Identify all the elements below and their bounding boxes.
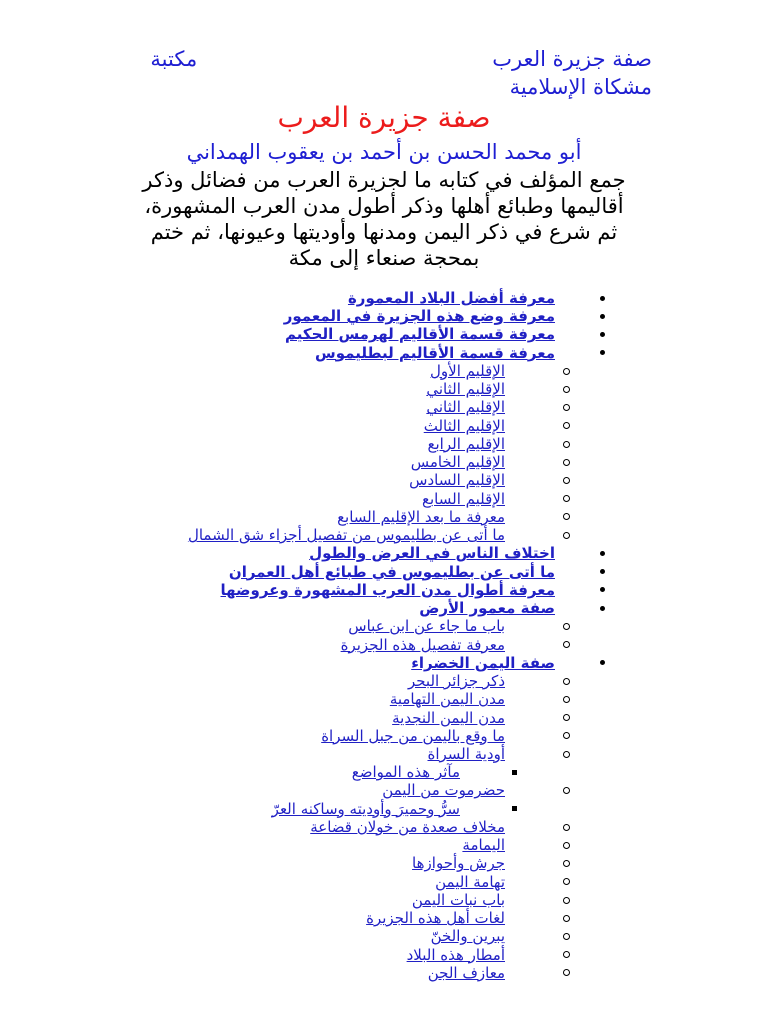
circle-bullet-icon bbox=[563, 878, 570, 885]
toc-item bbox=[0, 617, 768, 635]
circle-bullet-icon bbox=[563, 915, 570, 922]
toc-item bbox=[0, 289, 768, 307]
toc-link[interactable]: ما أتى عن بطليموس في طبائع أهل العمران bbox=[228, 562, 555, 581]
toc-link[interactable]: حضرموت من اليمن bbox=[382, 781, 505, 800]
toc-item bbox=[0, 946, 768, 964]
bullet-icon bbox=[600, 314, 605, 319]
toc-link[interactable]: مدن اليمن التهامية bbox=[389, 690, 505, 709]
description-line: جمع المؤلف في كتابه ما لجزيرة العرب من فضائل وذكر bbox=[142, 168, 626, 192]
library-name: مكتبة مشكاة الإسلامية bbox=[150, 47, 652, 99]
toc-link[interactable]: صفة اليمن الخضراء bbox=[411, 653, 555, 672]
circle-bullet-icon bbox=[563, 477, 570, 484]
circle-bullet-icon bbox=[563, 714, 570, 721]
toc-item bbox=[0, 563, 768, 581]
bullet-icon bbox=[600, 569, 605, 574]
toc-item bbox=[0, 873, 768, 891]
toc-link[interactable]: صفة معمور الأرض bbox=[419, 599, 555, 618]
toc-link[interactable]: الإقليم الخامس bbox=[410, 453, 505, 472]
document-header bbox=[104, 45, 652, 101]
toc-item bbox=[0, 891, 768, 909]
toc-item bbox=[0, 763, 768, 781]
table-of-contents bbox=[0, 289, 768, 1009]
toc-link[interactable]: سرُّ وحميرَ وأوديته وساكنه العرّ bbox=[271, 799, 460, 818]
bullet-icon bbox=[600, 332, 605, 337]
bullet-icon bbox=[600, 296, 605, 301]
toc-item bbox=[0, 927, 768, 945]
circle-bullet-icon bbox=[563, 441, 570, 448]
toc-item bbox=[0, 544, 768, 562]
toc-link[interactable]: جرش وأحوازها bbox=[412, 854, 505, 873]
circle-bullet-icon bbox=[563, 860, 570, 867]
toc-item bbox=[0, 380, 768, 398]
toc-item bbox=[0, 344, 768, 362]
toc-item bbox=[0, 964, 768, 982]
circle-bullet-icon bbox=[563, 422, 570, 429]
circle-bullet-icon bbox=[563, 513, 570, 520]
circle-bullet-icon bbox=[563, 641, 570, 648]
toc-link[interactable]: تهامة اليمن bbox=[435, 872, 505, 891]
toc-item bbox=[0, 307, 768, 325]
circle-bullet-icon bbox=[563, 787, 570, 794]
toc-item bbox=[0, 471, 768, 489]
circle-bullet-icon bbox=[563, 951, 570, 958]
toc-item bbox=[0, 672, 768, 690]
toc-link[interactable]: اليمامة bbox=[462, 836, 505, 855]
square-bullet-icon bbox=[512, 806, 517, 811]
toc-link[interactable]: ذكر جزائر البحر bbox=[407, 672, 505, 691]
circle-bullet-icon bbox=[563, 751, 570, 758]
circle-bullet-icon bbox=[563, 842, 570, 849]
circle-bullet-icon bbox=[563, 623, 570, 630]
toc-link[interactable]: الإقليم الرابع bbox=[427, 434, 505, 453]
toc-link[interactable]: الإقليم الثالث bbox=[423, 416, 505, 435]
toc-item bbox=[0, 490, 768, 508]
bullet-icon bbox=[600, 587, 605, 592]
toc-item bbox=[0, 417, 768, 435]
toc-item bbox=[0, 362, 768, 380]
circle-bullet-icon bbox=[563, 969, 570, 976]
toc-item bbox=[0, 690, 768, 708]
toc-link[interactable]: الإقليم الثاني bbox=[426, 380, 505, 399]
toc-link[interactable]: الإقليم الأول bbox=[430, 361, 505, 380]
circle-bullet-icon bbox=[563, 897, 570, 904]
circle-bullet-icon bbox=[563, 459, 570, 466]
square-bullet-icon bbox=[512, 770, 517, 775]
toc-link[interactable]: الإقليم الثاني bbox=[426, 398, 505, 417]
circle-bullet-icon bbox=[563, 696, 570, 703]
bullet-icon bbox=[600, 606, 605, 611]
bullet-icon bbox=[600, 551, 605, 556]
bullet-icon bbox=[600, 350, 605, 355]
toc-item bbox=[0, 781, 768, 799]
toc-link[interactable]: أودية السراة bbox=[427, 745, 505, 763]
toc-link[interactable]: ما وقع باليمن من جبل السراة bbox=[321, 726, 505, 745]
toc-link[interactable]: باب ما جاء عن ابن عباس bbox=[348, 617, 505, 636]
book-title: صفة جزيرة العرب bbox=[277, 101, 491, 134]
toc-link[interactable]: معرفة ما بعد الإقليم السابع bbox=[337, 507, 505, 526]
toc-item bbox=[0, 654, 768, 672]
toc-link[interactable]: الإقليم السادس bbox=[409, 471, 505, 490]
toc-item bbox=[0, 800, 768, 818]
toc-item bbox=[0, 836, 768, 854]
bullet-icon bbox=[600, 660, 605, 665]
circle-bullet-icon bbox=[563, 404, 570, 411]
toc-item bbox=[0, 709, 768, 727]
toc-item bbox=[0, 745, 768, 763]
circle-bullet-icon bbox=[563, 532, 570, 539]
toc-item bbox=[0, 818, 768, 836]
circle-bullet-icon bbox=[563, 933, 570, 940]
header-book-title: صفة جزيرة العرب bbox=[492, 47, 652, 71]
circle-bullet-icon bbox=[563, 386, 570, 393]
toc-link[interactable]: معازف الجن bbox=[427, 963, 505, 982]
toc-link[interactable]: يبرين والخنّ bbox=[430, 927, 505, 946]
toc-link[interactable]: أمطار هذه البلاد bbox=[406, 945, 505, 964]
toc-link[interactable]: الإقليم السابع bbox=[422, 489, 505, 508]
toc-link[interactable]: مآثر هذه المواضع bbox=[351, 763, 460, 782]
toc-link[interactable]: ما أتى عن بطليموس من تفصيل أجزاء شق الشمال bbox=[187, 526, 505, 545]
toc-item bbox=[0, 398, 768, 416]
toc-link[interactable]: اختلاف الناس في العرض والطول bbox=[309, 544, 555, 563]
description-line: أقاليمها وطبائع أهلها وذكر أطول مدن العرب المشهورة، bbox=[144, 194, 624, 218]
toc-link[interactable]: معرفة قسمة الأقاليم لبطليموس bbox=[315, 343, 555, 362]
description-line: ثم شرع في ذكر اليمن ومدنها وأوديتها وعيونها، ثم ختم bbox=[150, 220, 618, 244]
toc-item bbox=[0, 854, 768, 872]
toc-link[interactable]: لغات أهل هذه الجزيرة bbox=[366, 909, 505, 928]
circle-bullet-icon bbox=[563, 495, 570, 502]
toc-link[interactable]: باب نبات اليمن bbox=[411, 890, 505, 909]
toc-link[interactable]: معرفة تفصيل هذه الجزيرة bbox=[340, 635, 505, 654]
toc-link[interactable]: معرفة وضع هذه الجزيرة في المعمور bbox=[283, 307, 555, 326]
circle-bullet-icon bbox=[563, 824, 570, 831]
toc-item bbox=[0, 727, 768, 745]
circle-bullet-icon bbox=[563, 732, 570, 739]
toc-item bbox=[0, 453, 768, 471]
toc-item bbox=[0, 325, 768, 343]
toc-item bbox=[0, 636, 768, 654]
toc-link[interactable]: معرفة أفضل البلاد المعمورة bbox=[347, 289, 555, 307]
author-name: أبو محمد الحسن بن أحمد بن يعقوب الهمداني bbox=[186, 140, 582, 164]
toc-item bbox=[0, 435, 768, 453]
toc-link[interactable]: مدن اليمن النجدية bbox=[392, 708, 505, 727]
circle-bullet-icon bbox=[563, 678, 570, 685]
toc-link[interactable]: مخلاف صعدة من خولان قضاعة bbox=[310, 817, 505, 836]
toc-item bbox=[0, 599, 768, 617]
toc-item bbox=[0, 909, 768, 927]
toc-link[interactable]: معرفة قسمة الأقاليم لهرمس الحكيم bbox=[285, 325, 555, 344]
toc-link[interactable]: معرفة أطوال مدن العرب المشهورة وعروضها bbox=[220, 580, 555, 599]
book-description bbox=[0, 167, 768, 271]
toc-item bbox=[0, 581, 768, 599]
circle-bullet-icon bbox=[563, 368, 570, 375]
description-line: بمحجة صنعاء إلى مكة bbox=[288, 246, 480, 270]
header-spacer bbox=[197, 65, 492, 66]
toc-item bbox=[0, 526, 768, 544]
toc-item bbox=[0, 508, 768, 526]
